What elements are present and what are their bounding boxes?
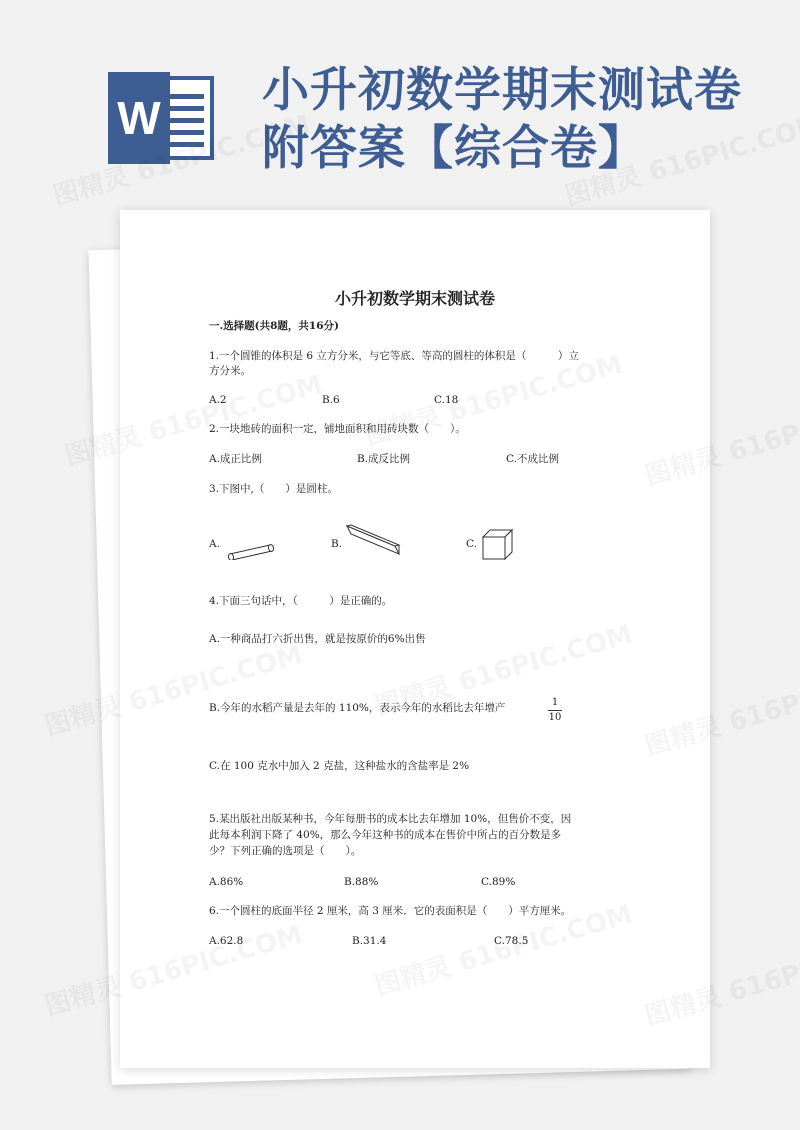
q6-option-a: A.62.8 (209, 935, 244, 947)
q5-stem-line3: 少？下列正确的选项是（ ）。 (209, 845, 362, 857)
fraction-numerator: 1 (551, 697, 559, 708)
q6-option-c: C.78.5 (494, 935, 529, 947)
q4-stem: 4.下面三句话中，（ ）是正确的。 (209, 595, 393, 607)
word-logo-icon (108, 72, 216, 164)
fraction-denominator: 10 (548, 712, 562, 723)
q1-option-a: A.2 (209, 394, 227, 406)
svg-text:W: W (117, 92, 161, 144)
q1-stem-line1: 1.一个圆锥的体积是 6 立方分米，与它等底、等高的圆柱的体积是（ ）立 (209, 350, 579, 362)
q2-option-a: A.成正比例 (209, 453, 262, 465)
q3-option-b-label: B. (331, 538, 343, 550)
cylinder-figure (226, 540, 276, 560)
q4-option-a: A.一种商品打六折出售，就是按原价的6%出售 (209, 633, 426, 645)
q6-option-b: B.31.4 (352, 935, 387, 947)
q1-option-c: C.18 (434, 394, 459, 406)
prism-figure (343, 522, 403, 558)
q3-option-a-label: A. (209, 538, 220, 550)
section-heading: 一.选择题(共8题，共16分) (209, 320, 340, 332)
banner-title-line2: 附答案【综合卷】 (262, 121, 646, 176)
q1-stem-line2: 方分米。 (209, 365, 251, 377)
document-title: 小升初数学期末测试卷 (334, 289, 495, 308)
q1-option-b: B.6 (322, 394, 340, 406)
banner-title (262, 62, 782, 178)
banner-title-line1: 小升初数学期末测试卷 (262, 63, 742, 118)
q4-option-c: C.在 100 克水中加入 2 克盐，这种盐水的含盐率是 2% (209, 760, 470, 772)
q6-stem: 6.一个圆柱的底面半径 2 厘米，高 3 厘米．它的表面积是（ ）平方厘米。 (209, 905, 572, 917)
q2-stem: 2.一块地砖的面积一定，铺地面积和用砖块数（ ）。 (209, 423, 466, 435)
q2-option-b: B.成反比例 (357, 453, 411, 465)
q4-option-b: B.今年的水稻产量是去年的 110%，表示今年的水稻比去年增产 (209, 702, 506, 714)
q5-stem-line1: 5.某出版社出版某种书，今年每册书的成本比去年增加 10%，但售价不变，因 (209, 813, 572, 825)
q5-option-a: A.86% (209, 876, 244, 888)
q5-option-b: B.88% (344, 876, 379, 888)
q4-fraction (548, 697, 562, 724)
q3-stem: 3.下图中,（ ）是圆柱。 (209, 483, 338, 495)
fraction-bar (548, 710, 562, 711)
q5-stem-line2: 此每本利润下降了 40%，那么今年这种书的成本在售价中所占的百分数是多 (209, 829, 562, 841)
q3-option-c-label: C. (466, 538, 477, 550)
cube-figure (481, 528, 515, 562)
q5-option-c: C.89% (481, 876, 516, 888)
q2-option-c: C.不成比例 (506, 453, 559, 465)
